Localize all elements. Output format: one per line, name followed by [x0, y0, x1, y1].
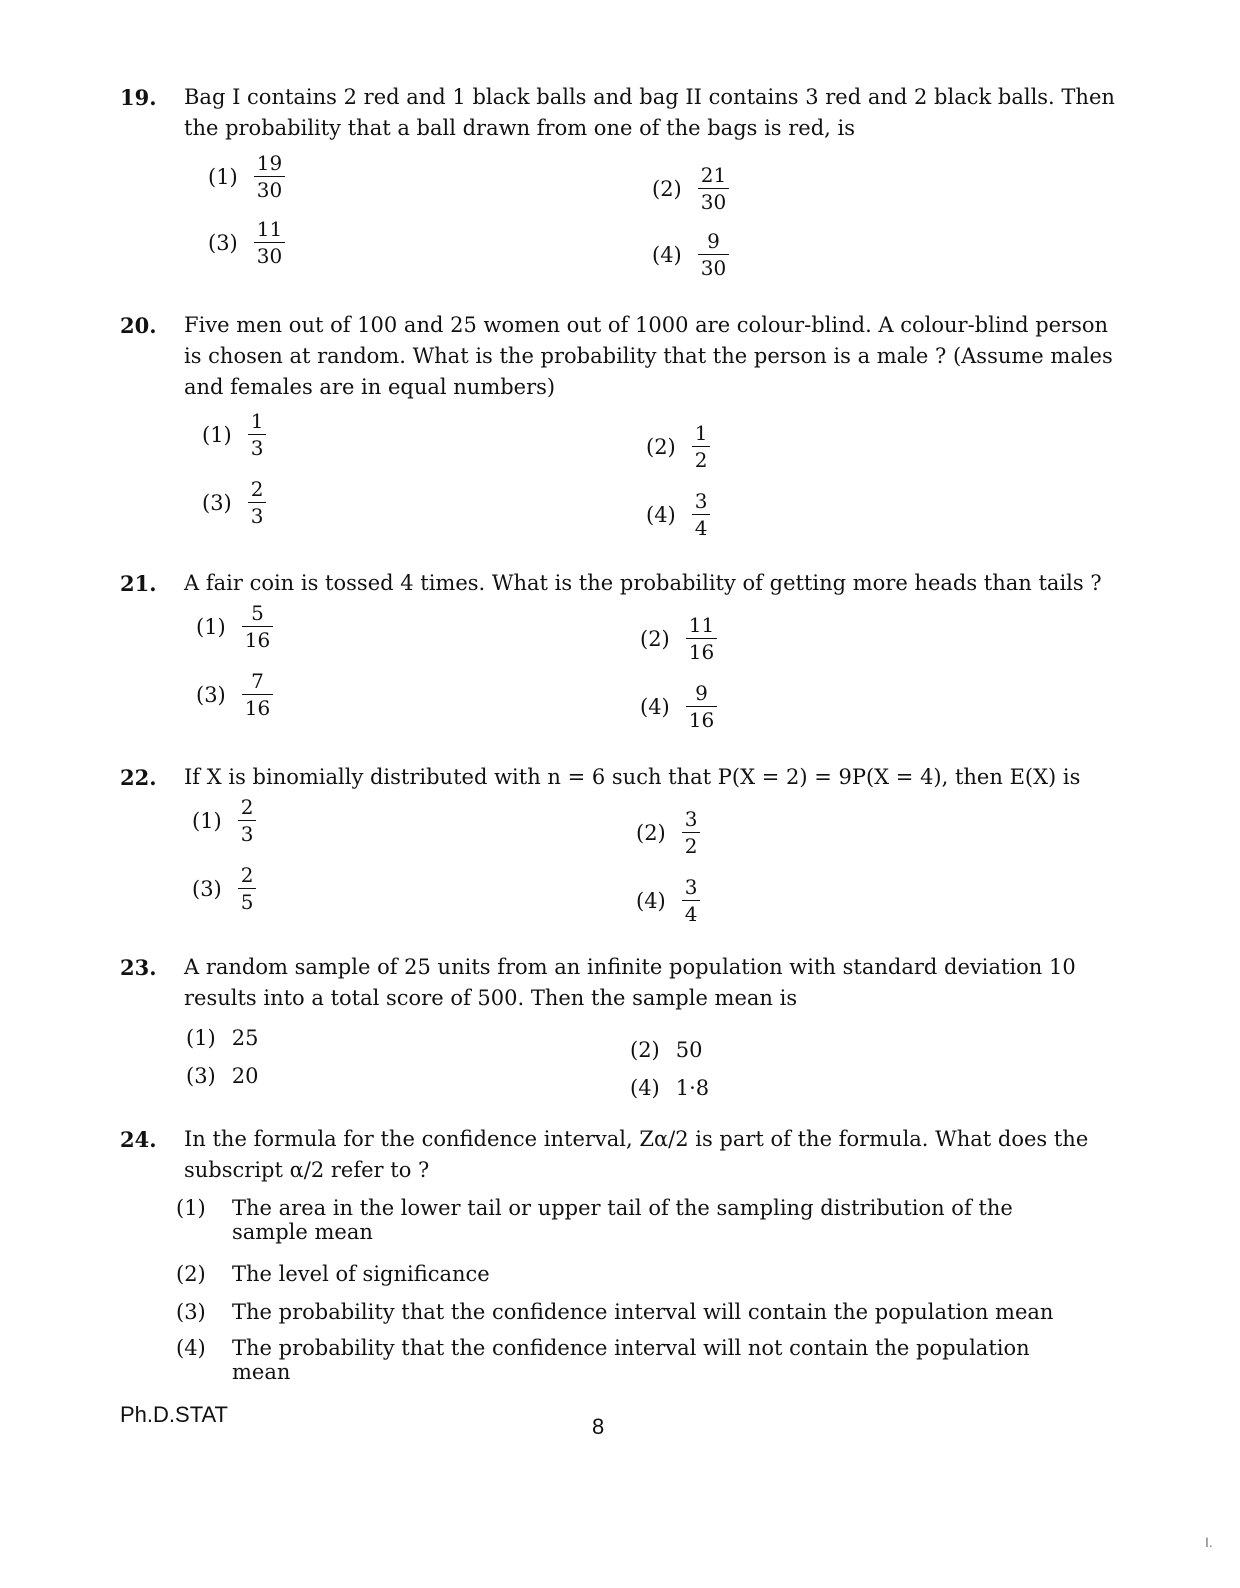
numerator: 9 [707, 229, 720, 253]
question-number: 20. [120, 313, 157, 338]
question-text: Five men out of 100 and 25 women out of 1000 are colour-blind. A colour-blind person is chosen at random. What is the probability that the person is a male ? (Assume males and females are in equal numbers) [184, 313, 1113, 399]
question-22 [120, 762, 1120, 793]
option-value: 50 [675, 1037, 703, 1062]
option-3 [202, 476, 266, 529]
option-label: (2) [630, 1037, 660, 1062]
option-label: (4) [652, 242, 682, 267]
option-4 [176, 1336, 1076, 1384]
question-24 [120, 1124, 1120, 1186]
question-text: A fair coin is tossed 4 times. What is the probability of getting more heads than tails ? [184, 571, 1102, 595]
option-label: (3) [176, 1300, 206, 1324]
page-number: 8 [592, 1414, 605, 1439]
denominator: 30 [254, 176, 285, 203]
option-4 [640, 680, 717, 733]
option-label: (1) [192, 808, 222, 833]
fraction [248, 476, 267, 529]
option-2 [646, 420, 710, 473]
fraction [686, 612, 717, 665]
option-2 [176, 1262, 1076, 1286]
numerator: 7 [251, 669, 264, 693]
numerator: 11 [688, 613, 715, 637]
numerator: 2 [240, 863, 254, 887]
option-label: (2) [640, 626, 670, 651]
question-23 [120, 952, 1120, 1014]
fraction [682, 874, 701, 927]
denominator: 30 [698, 254, 729, 281]
option-1 [208, 150, 285, 203]
denominator: 5 [238, 888, 257, 915]
option-label: (3) [186, 1063, 216, 1088]
option-label: (4) [640, 694, 670, 719]
fraction [242, 668, 273, 721]
denominator: 3 [238, 820, 257, 847]
numerator: 3 [694, 489, 708, 513]
fraction [254, 150, 285, 203]
option-text: The probability that the confidence interval will not contain the population mean [232, 1336, 1030, 1384]
numerator: 9 [695, 681, 708, 705]
option-3 [192, 862, 256, 915]
denominator: 16 [686, 638, 717, 665]
option-text: The level of significance [232, 1262, 490, 1286]
option-label: (2) [652, 176, 682, 201]
option-label: (4) [646, 502, 676, 527]
option-3 [176, 1300, 1076, 1324]
fraction [682, 806, 701, 859]
question-19 [120, 82, 1120, 144]
denominator: 16 [686, 706, 717, 733]
question-text: In the formula for the confidence interval, Zα/2 is part of the formula. What does the subscript α/2 refer to ? [184, 1127, 1089, 1182]
option-1 [192, 794, 256, 847]
question-number: 23. [120, 955, 157, 980]
option-1 [196, 600, 273, 653]
option-label: (3) [196, 682, 226, 707]
fraction [254, 216, 285, 269]
denominator: 3 [248, 502, 267, 529]
denominator: 16 [242, 626, 273, 653]
option-label: (3) [202, 490, 232, 515]
option-text: The probability that the confidence interval will contain the population mean [232, 1300, 1054, 1324]
option-label: (4) [176, 1336, 206, 1360]
fraction [692, 420, 711, 473]
option-label: (3) [192, 876, 222, 901]
question-text: A random sample of 25 units from an infinite population with standard deviation 10 results into a total score of 500. Then the sample mean is [184, 955, 1076, 1010]
option-1 [202, 408, 266, 461]
numerator: 1 [694, 421, 708, 445]
question-number: 22. [120, 765, 157, 790]
option-3 [186, 1062, 258, 1088]
numerator: 5 [251, 601, 264, 625]
question-text: Bag I contains 2 red and 1 black balls and bag II contains 3 red and 2 black balls. Then the probability that a ball drawn from one of the bags is red, is [184, 85, 1115, 140]
option-3 [208, 216, 285, 269]
option-label: (1) [196, 614, 226, 639]
option-label: (4) [630, 1075, 660, 1100]
option-value: 25 [231, 1025, 259, 1050]
option-label: (3) [208, 230, 238, 255]
question-number: 21. [120, 571, 157, 596]
option-value: 20 [231, 1063, 259, 1088]
denominator: 2 [692, 446, 711, 473]
option-label: (1) [208, 164, 238, 189]
denominator: 4 [682, 900, 701, 927]
numerator: 21 [700, 163, 727, 187]
numerator: 3 [684, 807, 698, 831]
numerator: 2 [240, 795, 254, 819]
denominator: 30 [698, 188, 729, 215]
scan-edge-mark: I. [1205, 1534, 1213, 1550]
fraction [686, 680, 717, 733]
option-3 [196, 668, 273, 721]
option-label: (1) [202, 422, 232, 447]
numerator: 19 [256, 151, 283, 175]
fraction [238, 862, 257, 915]
option-4 [652, 228, 729, 281]
denominator: 16 [242, 694, 273, 721]
fraction [238, 794, 257, 847]
numerator: 2 [250, 477, 264, 501]
option-4 [630, 1074, 709, 1100]
option-1 [186, 1024, 258, 1050]
option-label: (4) [636, 888, 666, 913]
option-1 [176, 1196, 1076, 1244]
question-21 [120, 568, 1120, 599]
numerator: 1 [250, 409, 264, 433]
question-text: If X is binomially distributed with n = 6 such that P(X = 2) = 9P(X = 4), then E(X) is [184, 765, 1081, 789]
question-number: 19. [120, 85, 157, 110]
option-label: (1) [186, 1025, 216, 1050]
option-4 [646, 488, 710, 541]
denominator: 2 [682, 832, 701, 859]
denominator: 3 [248, 434, 267, 461]
fraction [698, 228, 729, 281]
option-2 [640, 612, 717, 665]
option-label: (1) [176, 1196, 206, 1220]
denominator: 4 [692, 514, 711, 541]
denominator: 30 [254, 242, 285, 269]
option-label: (2) [176, 1262, 206, 1286]
option-value: 1·8 [675, 1075, 710, 1100]
question-20 [120, 310, 1120, 403]
option-text: The area in the lower tail or upper tail of the sampling distribution of the sample mean [232, 1196, 1013, 1244]
option-2 [652, 162, 729, 215]
option-2 [630, 1036, 702, 1062]
option-label: (2) [646, 434, 676, 459]
numerator: 11 [256, 217, 283, 241]
fraction [248, 408, 267, 461]
paper-code: Ph.D.STAT [120, 1402, 228, 1427]
fraction [698, 162, 729, 215]
option-2 [636, 806, 700, 859]
fraction [242, 600, 273, 653]
fraction [692, 488, 711, 541]
option-4 [636, 874, 700, 927]
question-number: 24. [120, 1127, 157, 1152]
numerator: 3 [684, 875, 698, 899]
option-label: (2) [636, 820, 666, 845]
